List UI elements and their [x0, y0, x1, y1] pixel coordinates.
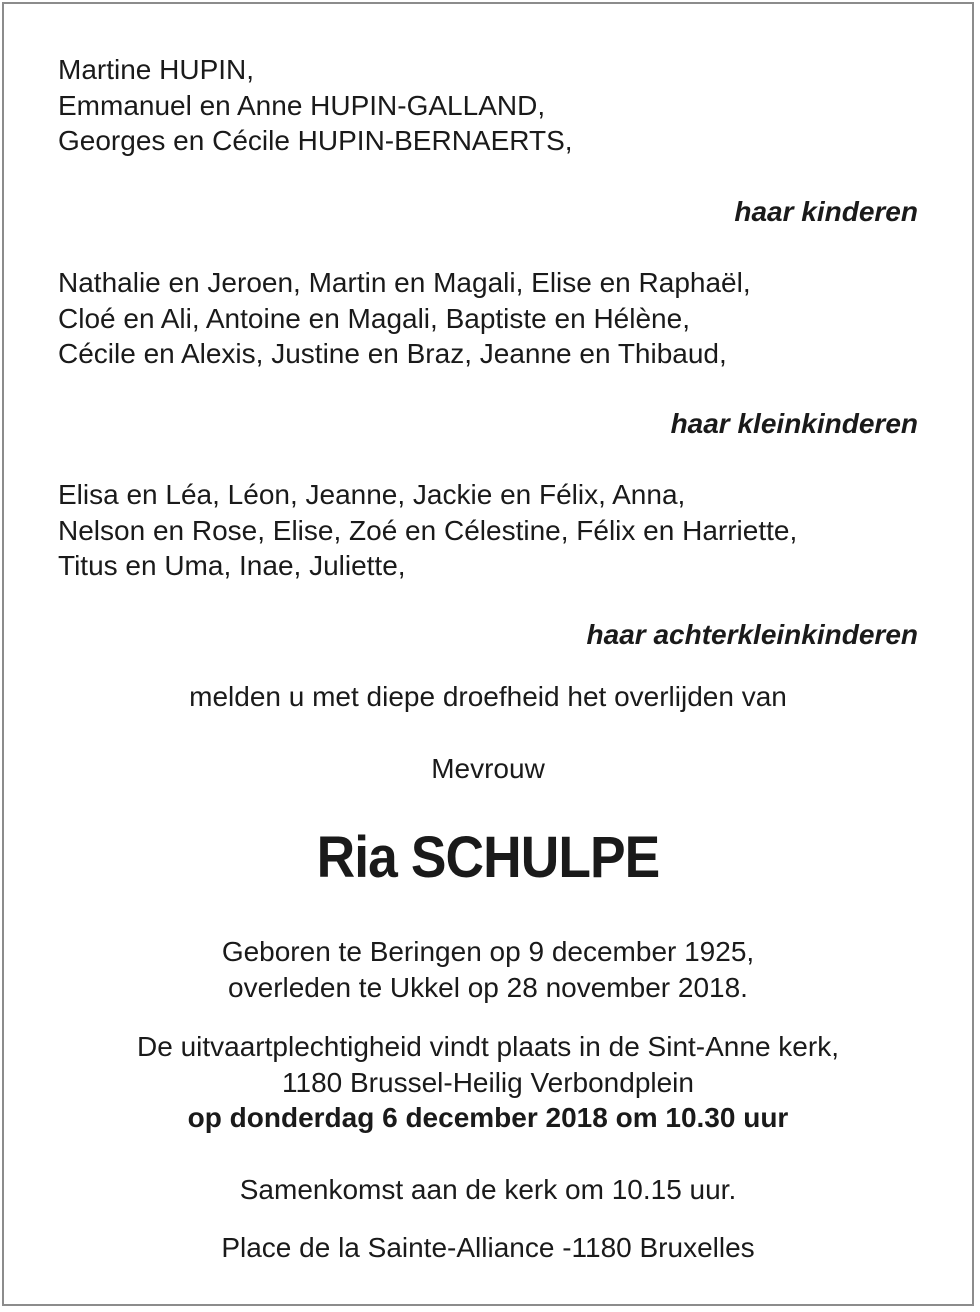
grandchildren-role: haar kleinkinderen: [670, 408, 918, 439]
gathering-note: Samenkomst aan de kerk om 10.15 uur.: [239, 1174, 737, 1205]
list-item: Nelson en Rose, Elise, Zoé en Célestine, Félix en Harriette,: [58, 514, 798, 546]
list-item: Nathalie en Jeroen, Martin en Magali, Elise en Raphaël,: [58, 267, 751, 298]
announcement-text: melden u met diepe droefheid het overlijden van: [189, 681, 787, 712]
birth-line: Geboren te Beringen op 9 december 1925,: [221, 936, 755, 967]
list-item: Georges en Cécile HUPIN-BERNAERTS,: [58, 125, 573, 156]
contact-address: Place de la Sainte-Alliance -1180 Bruxelles: [221, 1232, 755, 1263]
death-line: overleden te Ukkel op 28 november 2018.: [228, 971, 748, 1003]
ceremony-location: De uitvaartplechtigheid vindt plaats in de Sint-Anne kerk,: [137, 1031, 839, 1062]
great-grandchildren-role: haar achterkleinkinderen: [586, 619, 918, 650]
children-list: [58, 52, 918, 159]
list-item: Martine HUPIN,: [58, 54, 255, 85]
list-item: Cécile en Alexis, Justine en Braz, Jeanne en Thibaud,: [58, 338, 727, 369]
grandchildren-list: [58, 265, 918, 372]
great-grandchildren-list: [58, 477, 918, 584]
ceremony-address: 1180 Brussel-Heilig Verbondplein: [282, 1066, 694, 1098]
list-item: Elisa en Léa, Léon, Jeanne, Jackie en Félix, Anna,: [58, 479, 686, 510]
list-item: Titus en Uma, Inae, Juliette,: [58, 550, 406, 581]
ceremony-datetime: op donderdag 6 december 2018 om 10.30 uur: [187, 1102, 789, 1133]
ceremony-info: [0, 1029, 976, 1136]
salutation: Mevrouw: [431, 753, 545, 784]
list-item: Emmanuel en Anne HUPIN-GALLAND,: [58, 89, 546, 121]
children-role: haar kinderen: [734, 196, 918, 227]
deceased-name: Ria SCHULPE: [316, 825, 660, 890]
list-item: Cloé en Ali, Antoine en Magali, Baptiste en Hélène,: [58, 302, 690, 334]
life-dates: [0, 934, 976, 1005]
